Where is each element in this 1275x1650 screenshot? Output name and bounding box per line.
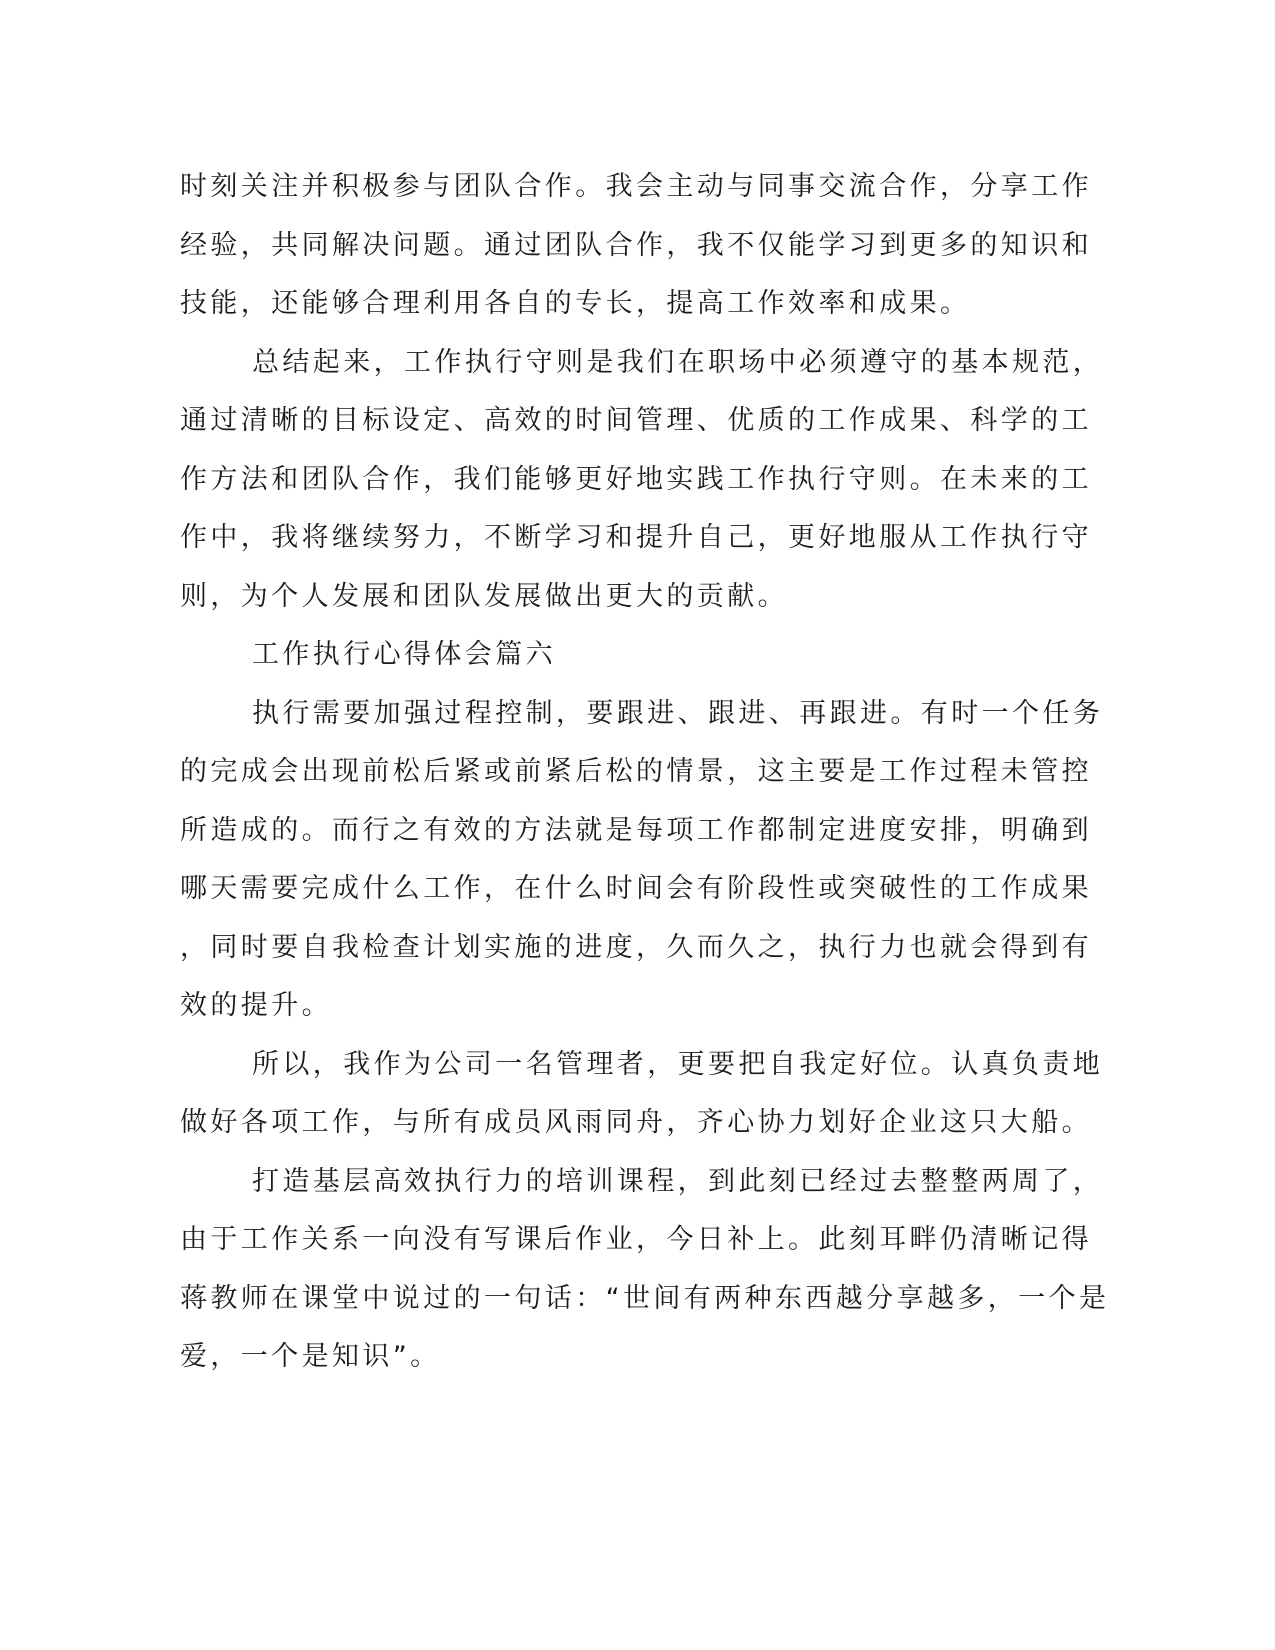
text-line: ，同时要自我检查计划实施的进度，久而久之，执行力也就会得到有 — [180, 931, 1092, 963]
section-heading-text: 工作执行心得体会篇六 — [252, 639, 556, 670]
paragraph-1 — [180, 158, 1092, 334]
text-line: 打造基层高效执行力的培训课程，到此刻已经过去整整两周了， — [252, 1165, 1104, 1197]
text-line: 做好各项工作，与所有成员风雨同舟，齐心协力划好企业这只大船。 — [180, 1107, 1092, 1138]
section-heading — [180, 626, 1035, 685]
paragraph-3 — [180, 685, 1104, 1036]
text-line: 的完成会出现前松后紧或前紧后松的情景，这主要是工作过程未管控 — [180, 756, 1092, 787]
text-line: 作中，我将继续努力，不断学习和提升自己，更好地服从工作执行守 — [180, 522, 1092, 553]
text-line: 效的提升。 — [180, 990, 332, 1021]
text-line: 所造成的。而行之有效的方法就是每项工作都制定进度安排，明确到 — [180, 814, 1092, 846]
text-line: 技能，还能够合理利用各自的专长，提高工作效率和成果。 — [180, 288, 971, 319]
paragraph-4 — [180, 1036, 1104, 1153]
text-line: 爱，一个是知识”。 — [180, 1341, 441, 1372]
paragraph-5 — [180, 1153, 1110, 1387]
paragraph-2 — [180, 334, 1104, 627]
text-line: 总结起来，工作执行守则是我们在职场中必须遵守的基本规范， — [252, 346, 1104, 378]
text-line: 时刻关注并积极参与团队合作。我会主动与同事交流合作，分享工作 — [180, 171, 1092, 202]
text-line: 作方法和团队合作，我们能够更好地实践工作执行守则。在未来的工 — [180, 463, 1092, 495]
text-line: 所以，我作为公司一名管理者，更要把自我定好位。认真负责地 — [252, 1048, 1104, 1080]
text-line: 哪天需要完成什么工作，在什么时间会有阶段性或突破性的工作成果 — [180, 873, 1092, 904]
document-page — [180, 158, 1110, 1387]
text-line: 通过清晰的目标设定、高效的时间管理、优质的工作成果、科学的工 — [180, 405, 1092, 436]
text-line: 由于工作关系一向没有写课后作业，今日补上。此刻耳畔仍清晰记得 — [180, 1224, 1092, 1255]
text-line: 则，为个人发展和团队发展做出更大的贡献。 — [180, 580, 788, 612]
text-line: 蒋教师在课堂中说过的一句话：“世间有两种东西越分享越多，一个是 — [180, 1282, 1110, 1314]
text-line: 经验，共同解决问题。通过团队合作，我不仅能学习到更多的知识和 — [180, 229, 1092, 261]
text-line: 执行需要加强过程控制，要跟进、跟进、再跟进。有时一个任务 — [252, 697, 1104, 729]
